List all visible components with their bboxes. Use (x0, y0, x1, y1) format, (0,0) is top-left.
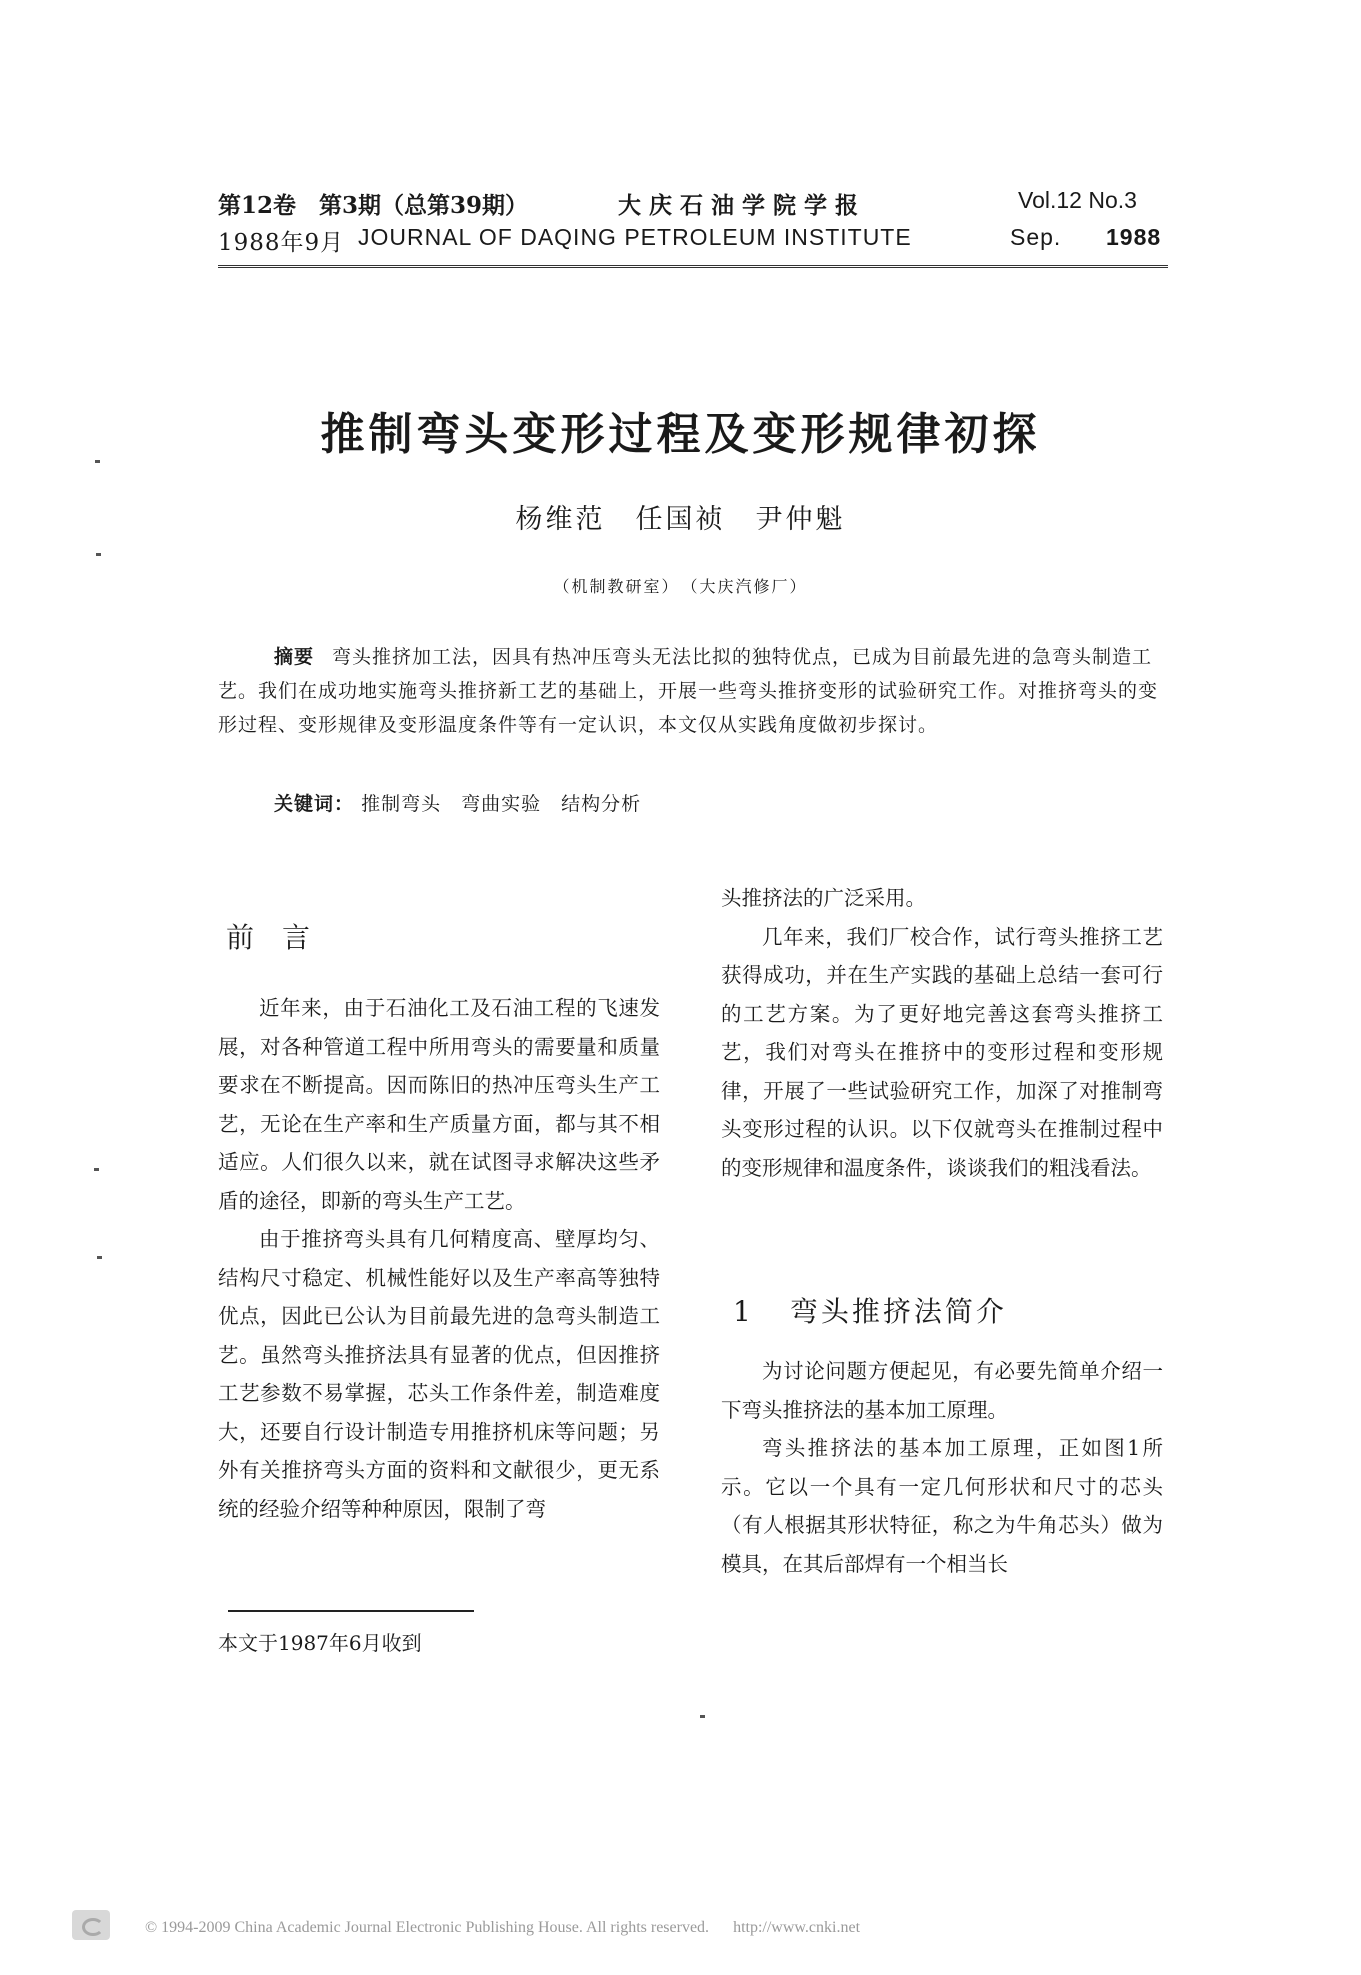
section-heading-foreword: 前 言 (226, 921, 311, 954)
cnki-logo-icon (72, 1910, 110, 1940)
paragraph: 由于推挤弯头具有几何精度高、壁厚均匀、结构尺寸稳定、机械性能好以及生产率高等独特优点，因此已公认为目前最先进的急弯头制造工艺。虽然弯头推挤法具有显著的优点，但因推挤工艺参数不易掌握，芯头工作条件差，制造难度大，还要自行设计制造专用推挤机床等问题；另外有关推挤弯头方面的资料和文献很少，更无系统的经验介绍等种种原因，限制了弯 (218, 1227, 660, 1521)
copyright-text: © 1994-2009 China Academic Journal Electronic Publishing House. All rights reserved. (145, 1919, 710, 1936)
right-column (721, 879, 1163, 1187)
abstract (218, 640, 1168, 742)
volume-issue: 第12卷 第3期（总第39期） (218, 192, 529, 219)
footnote-rule (228, 1610, 474, 1612)
scan-speck (95, 460, 100, 463)
journal-name-cn: 大庆石油学院学报 (618, 192, 866, 219)
left-column (218, 989, 660, 1528)
abstract-text: 弯头推挤加工法，因具有热冲压弯头无法比拟的独特优点，已成为目前最先进的急弯头制造工艺。我们在成功地实施弯头推挤新工艺的基础上，开展一些弯头推挤变形的试验研究工作。对推挤弯头的变形过程、变形规律及变形温度条件等有一定认识，本文仅从实践角度做初步探讨。 (218, 646, 1159, 736)
section-number: 1 (733, 1295, 754, 1328)
footnote: 本文于1987年6月收到 (218, 1631, 422, 1655)
scan-speck (700, 1715, 705, 1718)
keywords (274, 789, 641, 816)
header-rule (218, 265, 1168, 268)
paragraph: 几年来，我们厂校合作，试行弯头推挤工艺获得成功，并在生产实践的基础上总结一套可行的工艺方案。为了更好地完善这套弯头推挤工艺，我们对弯头在推挤中的变形过程和变形规律，开展了一些试验研究工作，加深了对推制弯头变形过程的认识。以下仅就弯头在推制过程中的变形规律和温度条件，谈谈我们的粗浅看法。 (721, 924, 1163, 1180)
scan-speck (94, 1168, 99, 1171)
abstract-label: 摘要 (274, 646, 315, 668)
right-column-section1 (721, 1352, 1163, 1583)
copyright-line (145, 1919, 860, 1937)
journal-name-en: JOURNAL OF DAQING PETROLEUM INSTITUTE (358, 224, 912, 250)
scan-speck (97, 1256, 102, 1259)
month-en: Sep. (1010, 224, 1062, 250)
affiliations: （机制教研室） （大庆汽修厂） (553, 577, 808, 596)
year: 1988 (1106, 224, 1162, 250)
keywords-label: 关键词： (274, 793, 355, 815)
copyright-url: http://www.cnki.net (733, 1919, 861, 1936)
date-cn: 1988年9月 (218, 230, 345, 256)
paragraph: 近年来，由于石油化工及石油工程的飞速发展，对各种管道工程中所用弯头的需要量和质量要求在不断提高。因而陈旧的热冲压弯头生产工艺，无论在生产率和生产质量方面，都与其不相适应。人们很久以来，就在试图寻求解决这些矛盾的途径，即新的弯头生产工艺。 (218, 996, 660, 1213)
paragraph: 为讨论问题方便起见，有必要先简单介绍一下弯头推挤法的基本加工原理。 (721, 1359, 1163, 1422)
vol-no: Vol.12 No.3 (1018, 187, 1137, 213)
keywords-text: 推制弯头 弯曲实验 结构分析 (361, 793, 642, 815)
paper-title: 推制弯头变形过程及变形规律初探 (320, 409, 1041, 460)
scan-speck (96, 553, 101, 556)
paragraph-continued: 头推挤法的广泛采用。 (721, 886, 926, 910)
section-title: 弯头推挤法简介 (789, 1295, 1007, 1328)
authors: 杨维范 任国祯 尹仲魁 (515, 504, 846, 535)
paragraph: 弯头推挤法的基本加工原理，正如图1所示。它以一个具有一定几何形状和尺寸的芯头（有人根据其形状特征，称之为牛角芯头）做为模具，在其后部焊有一个相当长 (721, 1436, 1163, 1576)
section-heading-1 (733, 1290, 1007, 1330)
